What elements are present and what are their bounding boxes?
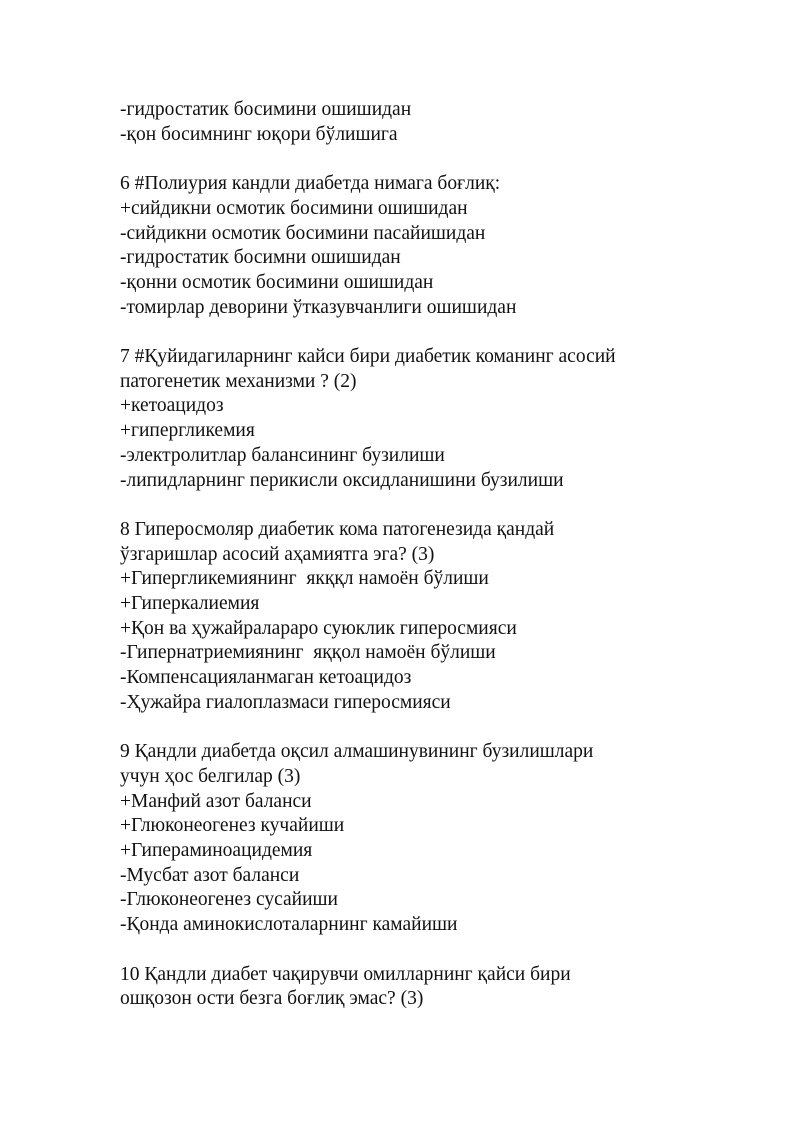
question-text: 8 Гиперосмоляр диабетик кома патогенезида қандай xyxy=(120,518,555,540)
answer-option: -томирлар деворини ўтказувчанлиги ошишидан xyxy=(120,296,517,318)
answer-option: +Гипергликемиянинг якққл намоён бўлиши xyxy=(120,568,489,590)
answer-option: -сийдикни осмотик босимини пасайишидан xyxy=(120,222,486,244)
answer-option: -гидростатик босимини ошишидан xyxy=(120,99,412,120)
answer-option: -Глюконеогенез сусайиши xyxy=(120,889,338,911)
text-block xyxy=(120,98,740,147)
question-text: ўзгаришлар асосий аҳамиятга эга? (3) xyxy=(120,543,435,565)
answer-option: -Гипернатриемиянинг яққол намоён бўлиши xyxy=(120,642,496,664)
question-10 xyxy=(120,963,740,1012)
answer-option: -Ҳужайра гиалоплазмаси гиперосмияси xyxy=(120,691,451,713)
answer-option: -Қонда аминокислоталарнинг камайиши xyxy=(120,914,458,936)
question-6 xyxy=(120,172,740,320)
answer-option: +Гипераминоацидемия xyxy=(120,840,313,862)
answer-option: +гипергликемия xyxy=(120,420,255,442)
answer-option: -электролитлар балансининг бузилиши xyxy=(120,444,445,466)
question-text: 6 #Полиурия кандли диабетда нимага боғлиқ: xyxy=(120,173,501,195)
question-text: учун ҳос белгилар (3) xyxy=(120,765,301,787)
answer-option: -Мусбат азот баланси xyxy=(120,864,300,886)
document-body xyxy=(120,98,740,1012)
answer-option: +сийдикни осмотик босимини ошишидан xyxy=(120,197,468,219)
question-text: ошқозон ости безга боғлиқ эмас? (3) xyxy=(120,988,424,1010)
question-8 xyxy=(120,518,740,716)
answer-option: -гидростатик босимни ошишидан xyxy=(120,247,401,269)
answer-option: -Компенсацияланмаган кетоацидоз xyxy=(120,667,412,689)
question-text: 9 Қандли диабетда оқсил алмашинувининг бузилишлари xyxy=(120,741,594,763)
question-9 xyxy=(120,740,740,938)
question-text: патогенетик механизми ? (2) xyxy=(120,370,357,392)
question-text: 7 #Қуйидагиларнинг кайси бири диабетик команинг асосий xyxy=(120,346,616,367)
question-7 xyxy=(120,345,740,493)
answer-option: +Глюконеогенез кучайиши xyxy=(120,815,345,837)
answer-option: -липидларнинг перикисли оксидланишини бузилиши xyxy=(120,469,564,491)
answer-option: +Гиперкалиемия xyxy=(120,593,260,615)
answer-option: +кетоацидоз xyxy=(120,395,224,417)
answer-option: +Манфий азот баланси xyxy=(120,790,312,812)
answer-option: -қонни осмотик босимини ошишидан xyxy=(120,271,434,293)
answer-option: -қон босимнинг юқори бўлишига xyxy=(120,123,398,145)
question-text: 10 Қандли диабет чақирувчи омилларнинг қайси бири xyxy=(120,963,571,985)
answer-option: +Қон ва ҳужайралараро суюклик гиперосмияси xyxy=(120,617,517,639)
